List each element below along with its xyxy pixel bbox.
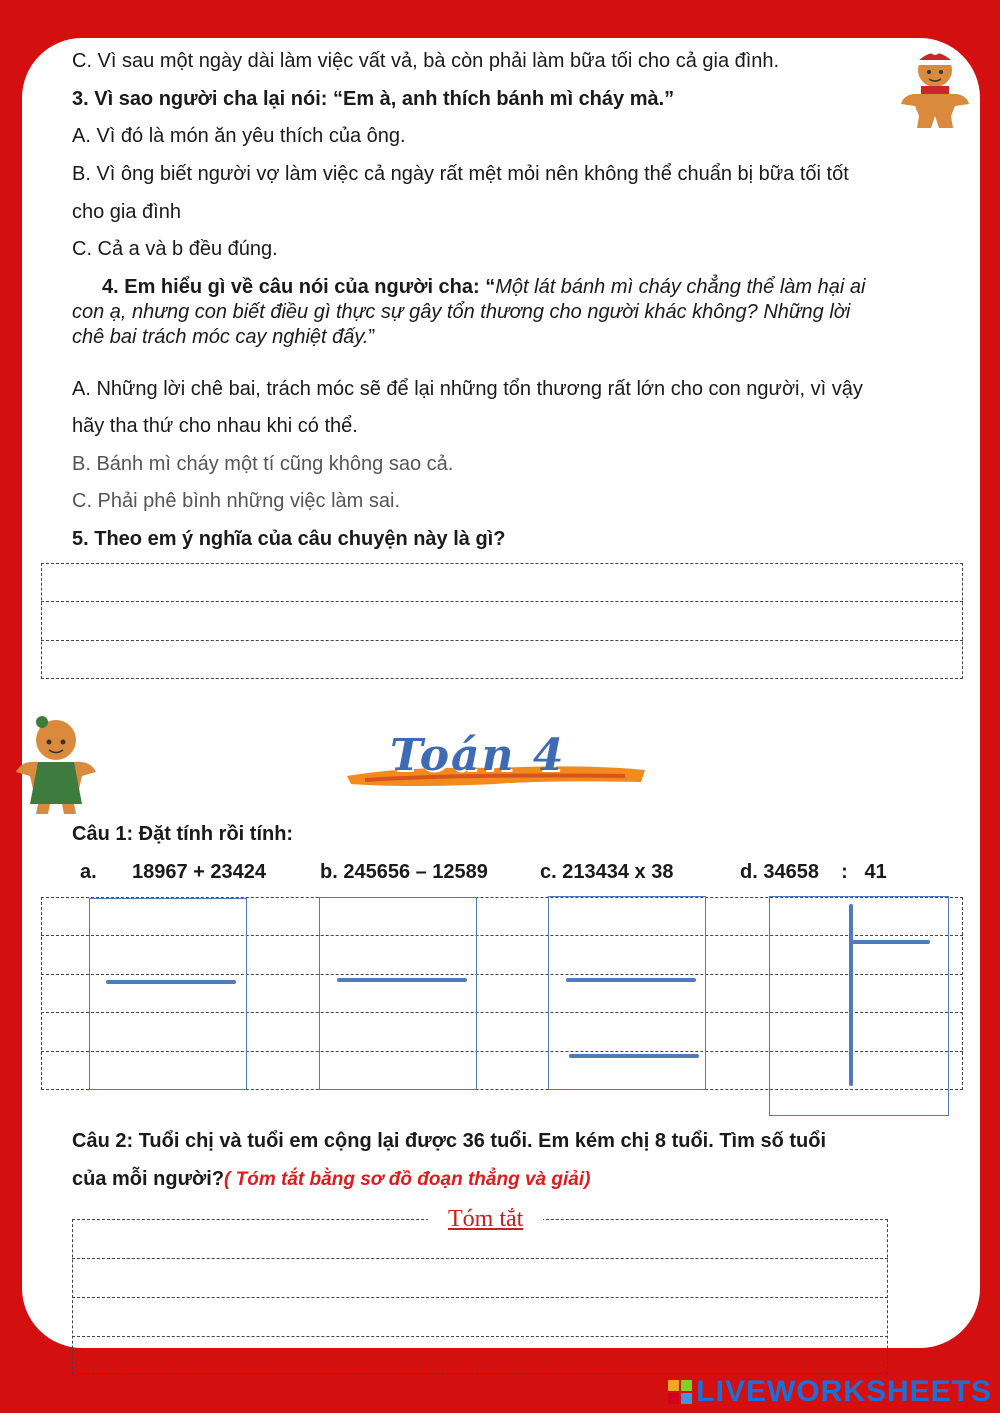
q2-option-c: C. Vì sau một ngày dài làm việc vất vả, bà còn phải làm bữa tối cho cả gia đình. [72, 50, 780, 72]
answer-line [41, 601, 963, 602]
q5-question: 5. Theo em ý nghĩa của câu chuyện này là gì? [72, 528, 506, 550]
cau1-b-expr: b. 245656 – 12589 [320, 861, 488, 883]
q4-option-a-line1: A. Những lời chê bai, trách móc sẽ để lại những tổn thương rất lớn cho con người, vì vậy [72, 378, 863, 400]
q3-option-b-line2: cho gia đình [72, 201, 181, 223]
cau2-instruction: ( Tóm tắt bằng sơ đồ đoạn thẳng và giải) [224, 1169, 591, 1190]
q4-option-c: C. Phải phê bình những việc làm sai. [72, 490, 401, 512]
calc-box-d[interactable] [769, 896, 949, 1116]
q4-option-b: B. Bánh mì cháy một tí cũng không sao cả. [72, 453, 454, 475]
calc-box-a[interactable] [89, 898, 247, 1090]
division-vertical-line [849, 904, 853, 1086]
q5-answer-area[interactable] [41, 563, 963, 679]
q4-quote-line3-wrap [72, 325, 375, 349]
math-title: Toán 4 [390, 730, 566, 781]
q4-quote-line2: con ạ, nhưng con biết điều gì thực sự gây tổn thương cho người khác không? Những lời [72, 301, 851, 323]
q4-quote-line1: Một lát bánh mì cháy chẳng thể làm hại ai [495, 276, 866, 298]
calc-box-c[interactable] [548, 896, 706, 1090]
gingerbread-girl-icon [10, 712, 102, 816]
answer-line [72, 1336, 888, 1337]
calc-line-c1 [566, 978, 696, 982]
cau1-d-expr: d. 34658 : 41 [740, 861, 887, 883]
cau1-c-expr: c. 213434 x 38 [540, 861, 674, 883]
cau2-line2 [72, 1167, 590, 1192]
liveworksheets-logo [668, 1377, 992, 1407]
liveworksheets-icon [668, 1380, 692, 1404]
cau1-a-label: a. [80, 861, 97, 883]
q3-option-b-line1: B. Vì ông biết người vợ làm việc cả ngày rất mệt mỏi nên không thể chuẩn bị bữa tối tốt [72, 163, 849, 185]
calc-box-b[interactable] [319, 897, 477, 1090]
division-horizontal-line [850, 940, 930, 944]
q4-option-a-line2: hãy tha thứ cho nhau khi có thể. [72, 415, 358, 437]
answer-line [41, 640, 963, 641]
cau2-line1: Câu 2: Tuổi chị và tuổi em cộng lại được 36 tuổi. Em kém chị 8 tuổi. Tìm số tuổi [72, 1130, 826, 1152]
cau1-title: Câu 1: Đặt tính rồi tính: [72, 823, 294, 845]
logo-text: LIVEWORKSHEETS [696, 1375, 992, 1408]
q3-option-c: C. Cả a và b đều đúng. [72, 238, 278, 260]
cau1-a-expr: 18967 + 23424 [132, 861, 267, 883]
q4-question [102, 275, 865, 299]
calc-line-c2 [569, 1054, 699, 1058]
q4-quote-close: ” [368, 326, 376, 348]
q4-quote-line3: chê bai trách móc cay nghiệt đấy. [72, 326, 369, 348]
calc-line-b [337, 978, 467, 982]
answer-line [72, 1258, 888, 1259]
gingerbread-man-icon [895, 44, 975, 132]
summary-label: Tóm tắt [428, 1206, 543, 1233]
q3-question: 3. Vì sao người cha lại nói: “Em à, anh thích bánh mì cháy mà.” [72, 88, 675, 110]
answer-line [72, 1297, 888, 1298]
q4-question-lead: 4. Em hiểu gì về câu nói của người cha: “ [102, 276, 496, 298]
cau2-question-end: của mỗi người? [72, 1168, 225, 1190]
q3-option-a: A. Vì đó là món ăn yêu thích của ông. [72, 125, 406, 147]
calc-line-a [106, 980, 236, 984]
